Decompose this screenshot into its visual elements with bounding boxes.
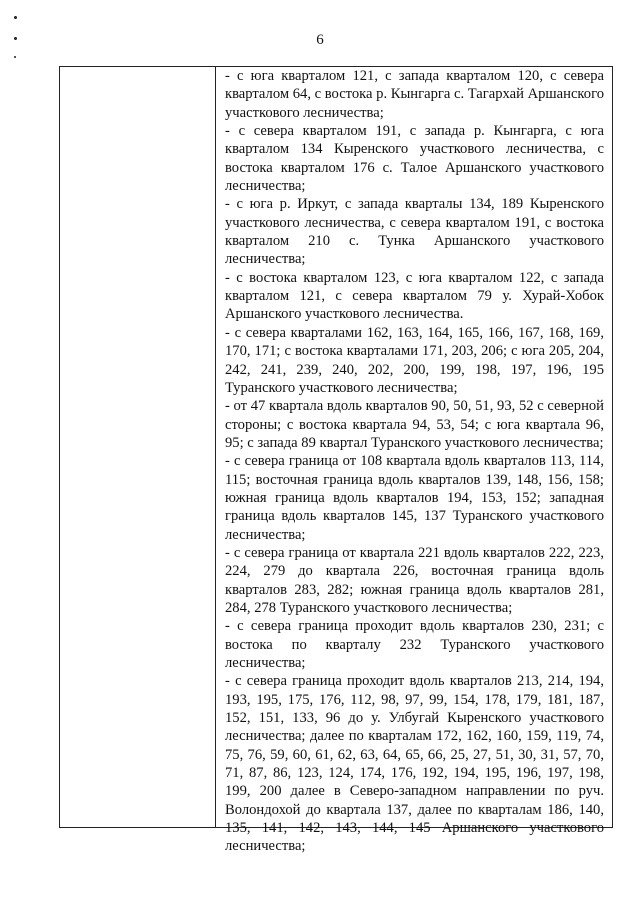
boundary-entry: - от 47 квартала вдоль кварталов 90, 50, 51, 93, 52 с северной стороны; с востока квартала 94, 53, 54; с юга квартала 96, 95; с запада 89 квартал Туранского участкового лесничества; <box>225 398 604 451</box>
page-number: 6 <box>316 32 324 48</box>
table-right-column <box>217 67 612 855</box>
boundary-entry: - с юга кварталом 121, с запада кварталом 120, с севера кварталом 64, с востока р. Кынгарга с. Тагархай Аршанского участкового лесничества; <box>225 68 604 121</box>
boundary-entry: - с юга р. Иркут, с запада кварталы 134, 189 Кыренского участкового лесничества, с севера кварталом 191, с востока кварталом 210 с. Тунка Аршанского участкового лесничества; <box>225 196 604 268</box>
scan-mark <box>14 56 16 58</box>
boundary-table <box>59 66 613 855</box>
boundary-entry: - с востока кварталом 123, с юга кварталом 122, с запада кварталом 121, с севера кварталом 79 у. Хурай-Хобок Аршанского участкового лесничества. <box>225 269 604 323</box>
boundary-entry: - с севера граница от квартала 221 вдоль кварталов 222, 223, 224, 279 до квартала 226, восточная граница вдоль кварталов 283, 282; южная граница вдоль кварталов 281, 284, 278 Туранского участкового лесничества; <box>225 544 604 616</box>
boundary-entry: - с севера граница проходит вдоль кварталов 230, 231; с востока по кварталу 232 Туранского участкового лесничества; <box>225 618 604 671</box>
boundary-entry: - с севера кварталами 162, 163, 164, 165, 166, 167, 168, 169, 170, 171; с востока кварталами 171, 203, 206; с юга 205, 204, 242, 241, 239, 240, 202, 200, 199, 198, 197, 196, 195 Туранского участкового лесничества; <box>225 324 604 396</box>
scan-mark <box>14 16 17 19</box>
table-left-column <box>60 67 216 827</box>
boundary-entry: - с севера граница от 108 квартала вдоль кварталов 113, 114, 115; восточная граница вдоль кварталов 139, 148, 156, 158; южная граница вдоль кварталов 194, 153, 152; западная граница вдоль кварталов 145, 137 Туранского участкового лесничества; <box>225 453 604 543</box>
boundary-entry: - с севера кварталом 191, с запада р. Кынгарга, с юга кварталом 134 Кыренского участкового лесничества, с востока кварталом 176 с. Талое Аршанского участкового лесничества; <box>225 123 604 195</box>
boundary-entry: - с севера граница проходит вдоль кварталов 213, 214, 194, 193, 195, 175, 176, 112, 98, 97, 99, 154, 178, 179, 181, 187, 152, 151, 133, 96 до у. Улбугай Кыренского участкового лесничества; далее по кварталам 172, 162, 160, 159, 119, 74, 75, 76, 59, 60, 61, 62, 63, 64, 65, 66, 25, 27, 51, 30, 31, 57, 70, 71, 87, 86, 123, 124, 174, 176, 192, 194, 195, 196, 197, 198, 199, 200 далее в Северо-западном направлении по руч. Волондохой до квартала 137, далее по кварталам 186, 140, 135, 141, 142, 143, 144, 145 Аршанского участкового лесничества; <box>225 673 604 855</box>
